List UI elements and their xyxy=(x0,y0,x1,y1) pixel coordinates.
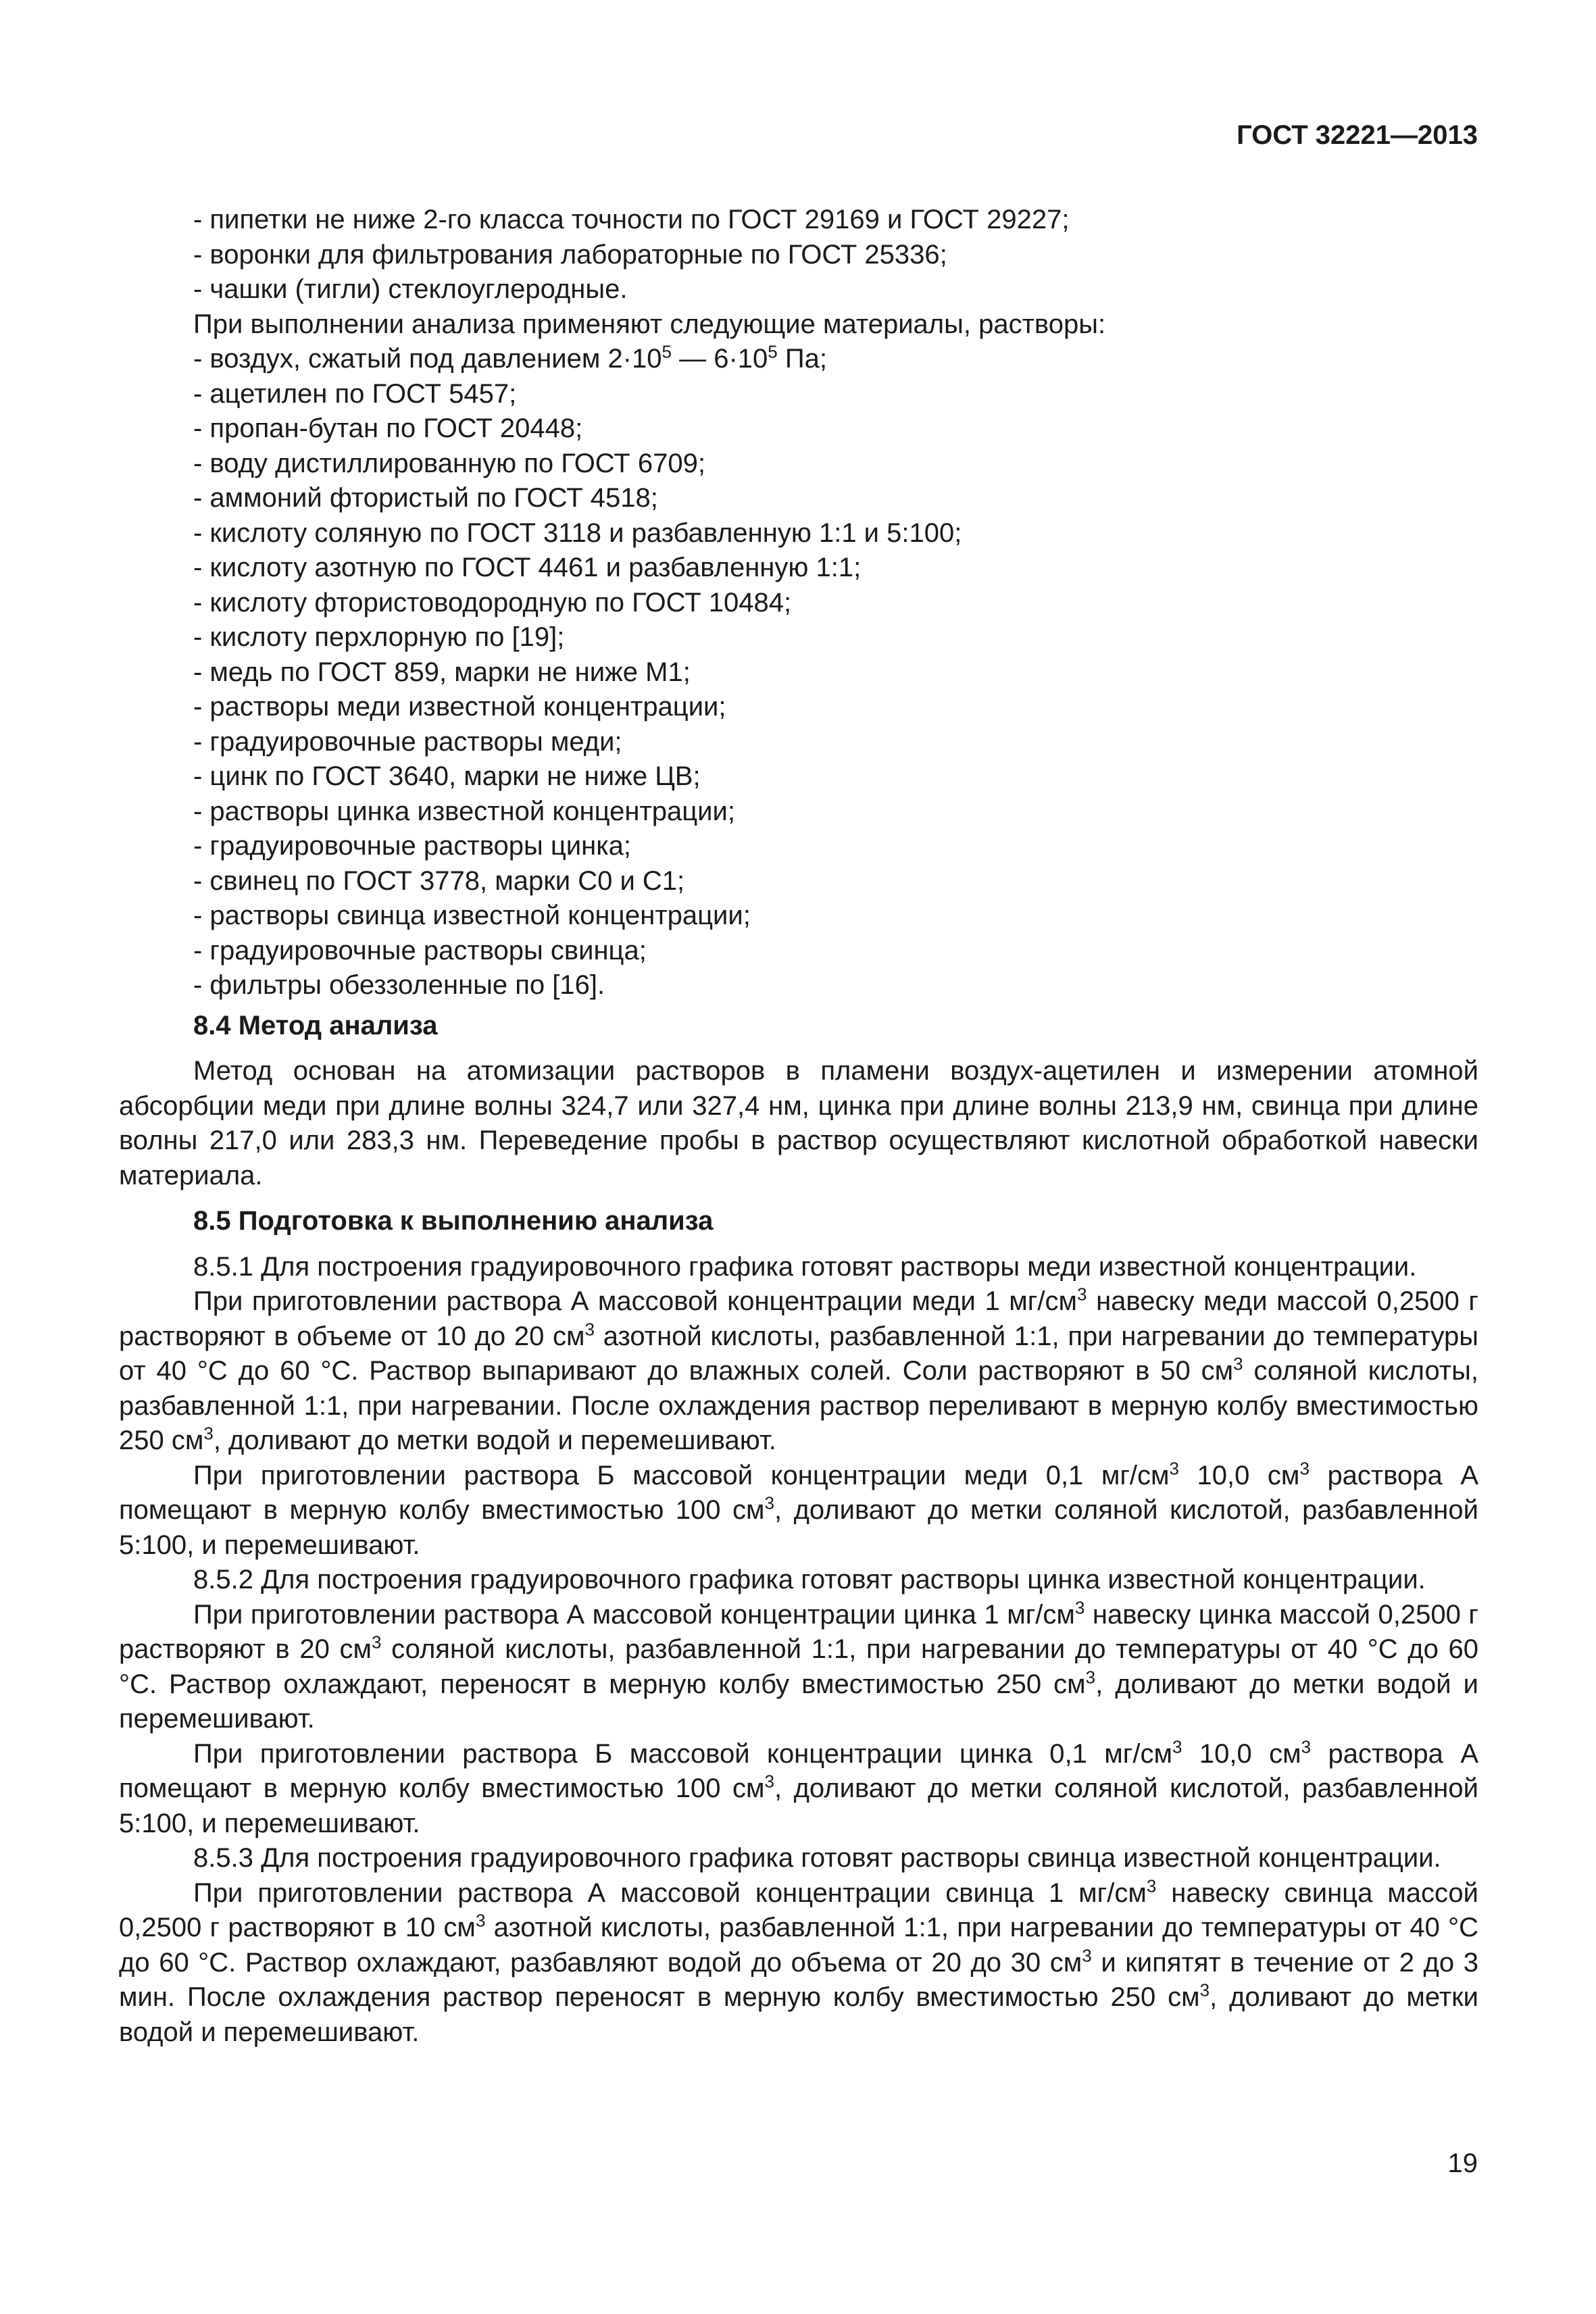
section-heading-8-4: 8.4 Метод анализа xyxy=(193,1010,438,1040)
list-item: - пипетки не ниже 2-го класса точности по ГОСТ 29169 и ГОСТ 29227; xyxy=(193,205,1070,234)
paragraph-zinc-solution-a: При приготовлении раствора А массовой концентрации цинка 1 $мг/см^3$ навеску цинка массой 0,2500 г растворяют в 20 $см^3$ соляной кислоты, разбавленной 1:1, при нагревании до температуры от 40 °С до 60 °С. Раствор охлаждают, переносят в мерную колбу вместимостью 250 $см^3$, доливают до метки водой и перемешивают. xyxy=(119,1597,1479,1734)
paragraph-method: Метод основан на атомизации растворов в пламени воздух-ацетилен и измерении атомной абсорбции меди при длине волны 324,7 или 327,4 нм, цинка при длине волны 213,9 нм, свинца при длине волны 217,0 или 283,3 нм. Переведение пробы в раствор осуществляют кислотной обработкой навески материала. xyxy=(119,1056,1478,1190)
section-heading-8-5: 8.5 Подготовка к выполнению анализа xyxy=(193,1206,714,1236)
equipment-list xyxy=(119,203,1478,1003)
list-item: - воздух, сжатый под давлением $2\cdot 10^5$ — $6\cdot 10^5$ Па; xyxy=(193,341,827,374)
document-code-header: ГОСТ 32221—2013 xyxy=(1237,120,1478,150)
list-item: - воду дистиллированную по ГОСТ 6709; xyxy=(193,448,706,478)
paragraph-lead-solution-a: При приготовлении раствора А массовой концентрации свинца 1 $мг/см^3$ навеску свинца массой 0,2500 г растворяют в 10 $см^3$ азотной кислоты, разбавленной 1:1, при нагревании до температуры от 40 °С до 60 °С. Раствор охлаждают, разбавляют водой до объема от 20 до 30 $см^3$ и кипятят в течение от 2 до 3 мин. После охлаждения раствор переносят в мерную колбу вместимостью 250 $см^3$, доливают до метки водой и перемешивают. xyxy=(119,1876,1479,2047)
page-body xyxy=(119,203,1478,2050)
list-item: - растворы свинца известной концентрации; xyxy=(193,901,751,930)
list-item: - цинк по ГОСТ 3640, марки не ниже ЦВ; xyxy=(193,761,701,791)
list-item: - кислоту перхлорную по [19]; xyxy=(193,622,565,652)
list-item: - кислоту соляную по ГОСТ 3118 и разбавленную 1:1 и 5:100; xyxy=(193,518,962,548)
list-item: - аммоний фтористый по ГОСТ 4518; xyxy=(193,483,658,513)
list-item: - градуировочные растворы цинка; xyxy=(193,831,631,861)
list-item: - фильтры обеззоленные по [16]. xyxy=(193,970,605,1000)
list-item: - кислоту фтористоводородную по ГОСТ 10484; xyxy=(193,587,792,618)
list-item: - свинец по ГОСТ 3778, марки С0 и С1; xyxy=(193,865,685,896)
paragraph-8-5-1: 8.5.1 Для построения градуировочного графика готовят растворы меди известной концентрации. xyxy=(193,1251,1417,1282)
list-item: - ацетилен по ГОСТ 5457; xyxy=(193,378,517,409)
list-item: - градуировочные растворы меди; xyxy=(193,726,622,757)
list-item: - градуировочные растворы свинца; xyxy=(193,935,647,965)
list-item: - медь по ГОСТ 859, марки не ниже М1; xyxy=(193,657,691,687)
page-number: 19 xyxy=(1447,2148,1478,2178)
paragraph-copper-solution-a: При приготовлении раствора А массовой концентрации меди 1 $мг/см^3$ навеску меди массой 0,2500 г растворяют в объеме от 10 до 20 $см^3$ азотной кислоты, разбавленной 1:1, при нагревании до температуры от 40 °С до 60 °С. Раствор выпаривают до влажных солей. Соли растворяют в 50 $см^3$ соляной кислоты, разбавленной 1:1, при нагревании. После охлаждения раствор переливают в мерную колбу вместимостью 250 $см^3$, доливают до метки водой и перемешивают. xyxy=(119,1284,1479,1455)
list-item: - растворы цинка известной концентрации; xyxy=(193,796,735,826)
paragraph-8-5-2: 8.5.2 Для построения градуировочного графика готовят растворы цинка известной концентрации. xyxy=(193,1565,1426,1594)
list-item: - кислоту азотную по ГОСТ 4461 и разбавленную 1:1; xyxy=(193,553,862,582)
paragraph-8-5-3: 8.5.3 Для построения градуировочного графика готовят растворы свинца известной концентрации. xyxy=(193,1843,1441,1873)
list-item: - чашки (тигли) стеклоуглеродные. xyxy=(193,274,628,304)
paragraph-zinc-solution-b: При приготовлении раствора Б массовой концентрации цинка 0,1 $мг/см^3$ 10,0 $см^3$ раствора А помещают в мерную колбу вместимостью 100 $см^3$, доливают до метки соляной кислотой, разбавленной 5:100, и перемешивают. xyxy=(119,1736,1479,1838)
list-item: - воронки для фильтрования лабораторные по ГОСТ 25336; xyxy=(193,239,947,270)
materials-intro: При выполнении анализа применяют следующие материалы, растворы: xyxy=(193,309,1106,339)
list-item: - растворы меди известной концентрации; xyxy=(193,692,726,722)
paragraph-copper-solution-b: При приготовлении раствора Б массовой концентрации меди 0,1 $мг/см^3$ 10,0 $см^3$ раствора А помещают в мерную колбу вместимостью 100 $см^3$, доливают до метки соляной кислотой, разбавленной 5:100, и перемешивают. xyxy=(119,1458,1479,1560)
list-item: - пропан-бутан по ГОСТ 20448; xyxy=(193,413,583,443)
